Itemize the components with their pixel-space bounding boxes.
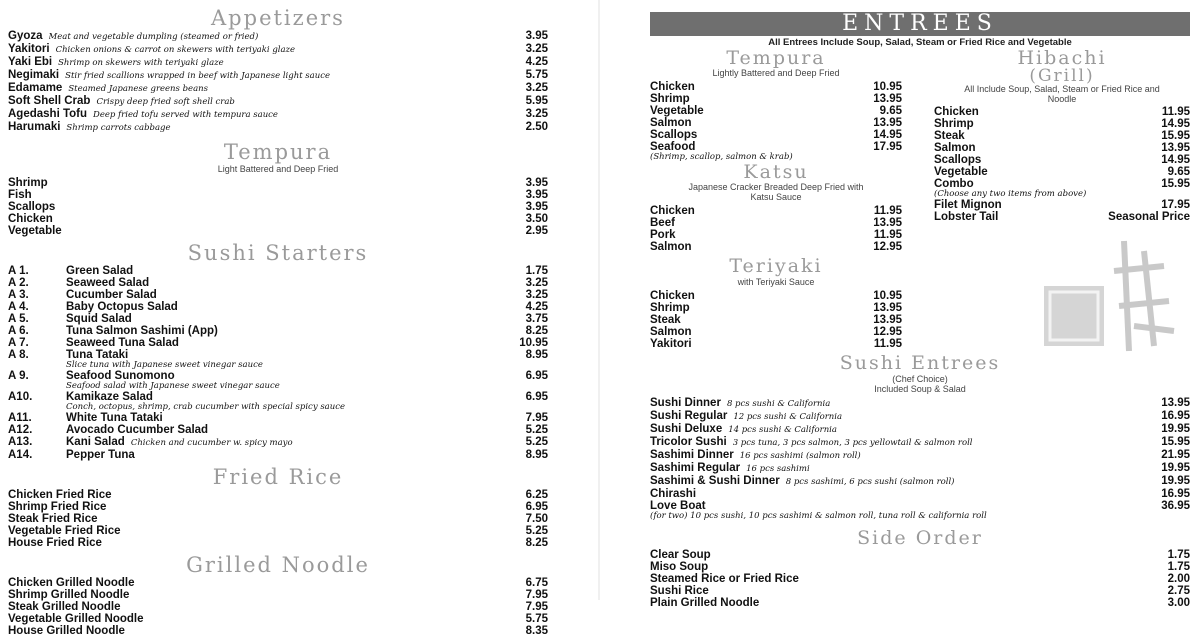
item-name: Chicken Fried Rice — [8, 489, 112, 501]
item-code: A 4. — [8, 301, 29, 313]
item-price: 3.25 — [525, 277, 548, 289]
menu-item — [8, 537, 548, 549]
tempura-entree-title: Tempura — [726, 47, 826, 69]
item-name: Steak — [934, 130, 965, 142]
item-name: Scallops — [650, 129, 698, 141]
sushi-entrees-title: Sushi Entrees — [839, 352, 1001, 374]
sushi-starters-title: Sushi Starters — [187, 241, 369, 265]
item-price: 8.35 — [525, 625, 548, 637]
item-note: Conch, octopus, shrimp, crab cucumber with special spicy sauce — [66, 402, 346, 412]
item-name: Shrimp Fried Rice — [8, 501, 107, 513]
menu-item — [650, 314, 902, 326]
item-price: 19.95 — [1161, 462, 1190, 474]
item-name: Plain Grilled Noodle — [650, 597, 760, 609]
item-price: 14.95 — [1161, 154, 1190, 166]
menu-item — [8, 213, 548, 225]
item-price: 3.95 — [525, 189, 548, 201]
item-name: Vegetable Fried Rice — [8, 525, 121, 537]
side-order-title: Side Order — [857, 527, 983, 549]
item-name: Seafood — [650, 141, 696, 153]
item-code: A 6. — [8, 325, 29, 337]
item-description: Steamed Japanese greens beans — [68, 84, 208, 94]
item-name: Yaki Ebi — [8, 56, 53, 68]
item-price: 3.95 — [525, 30, 548, 42]
item-price: 5.75 — [525, 613, 548, 625]
chef-choice-subtitle: (Chef Choice) — [892, 374, 948, 384]
menu-item — [8, 412, 548, 424]
menu-item — [650, 397, 1190, 410]
katsu-list — [650, 205, 902, 253]
item-name: Shrimp Grilled Noodle — [8, 589, 130, 601]
item-price: 5.25 — [525, 436, 548, 448]
item-price: 11.95 — [873, 205, 902, 217]
item-name: Green Salad — [66, 265, 134, 277]
item-price: 7.95 — [525, 412, 548, 424]
item-name: Vegetable — [650, 105, 704, 117]
menu-item: Filet Mignon 17.95 — [934, 199, 1190, 211]
tempura-title: Tempura — [223, 140, 333, 164]
menu-item — [8, 513, 548, 525]
item-name: Vegetable — [934, 166, 988, 178]
menu-item — [8, 501, 548, 513]
item-name: Seaweed Tuna Salad — [66, 337, 179, 349]
menu-item — [8, 625, 548, 637]
item-price: 8.95 — [525, 349, 548, 361]
combo-note: (Choose any two items from above) — [934, 189, 1087, 199]
item-description: Chicken and cucumber w. spicy mayo — [130, 438, 293, 448]
menu-item — [8, 337, 548, 349]
item-name: Negimaki — [8, 69, 60, 81]
teriyaki-title: Teriyaki — [729, 255, 823, 277]
menu-item — [8, 30, 548, 43]
item-name: Shrimp — [650, 93, 690, 105]
item-code: A12. — [8, 424, 33, 436]
menu-item — [8, 313, 548, 325]
menu-item — [8, 69, 548, 82]
menu-item — [8, 201, 548, 213]
item-price: 16.95 — [1161, 488, 1190, 500]
item-description: 14 pcs sushi & California — [728, 425, 837, 435]
item-price: 11.95 — [873, 229, 902, 241]
menu-item — [650, 475, 1190, 488]
item-description: Crispy deep fried soft shell crab — [96, 97, 235, 107]
item-name: Beef — [650, 217, 675, 229]
item-name: Salmon — [650, 117, 692, 129]
sushi-entrees-list — [650, 397, 1190, 512]
item-price: 3.25 — [525, 108, 548, 120]
menu-item — [8, 108, 548, 121]
menu-item — [650, 338, 902, 350]
item-name: Chicken — [934, 106, 979, 118]
item-price: 5.95 — [525, 95, 548, 107]
item-price: 11.95 — [873, 338, 902, 350]
menu-item — [8, 489, 548, 501]
menu-item — [8, 225, 548, 237]
item-price: 3.95 — [525, 201, 548, 213]
left-menu-page — [8, 0, 548, 637]
item-name: Sashimi Dinner — [650, 449, 734, 461]
item-name: Sashimi & Sushi Dinner — [650, 475, 780, 487]
right-menu-page — [650, 0, 1190, 609]
item-price: 8.25 — [525, 537, 548, 549]
calligraphy-stamp-icon — [1034, 231, 1184, 361]
item-price: 7.95 — [525, 601, 548, 613]
item-name: Yakitori — [650, 338, 692, 350]
item-price: 5.75 — [525, 69, 548, 81]
menu-item — [8, 43, 548, 56]
item-name: Chicken — [650, 290, 695, 302]
item-name: Steak — [650, 314, 681, 326]
entrees-columns — [650, 49, 1190, 350]
item-price: 14.95 — [1161, 118, 1190, 130]
item-price: 2.95 — [525, 225, 548, 237]
item-name: Agedashi Tofu — [8, 108, 88, 120]
menu-item — [8, 301, 548, 313]
sushi-starters-list — [8, 265, 548, 461]
item-description: 8 pcs sushi & California — [726, 399, 831, 409]
item-code: A10. — [8, 391, 33, 403]
item-name: Vegetable Grilled Noodle — [8, 613, 144, 625]
item-name: Sushi Dinner — [650, 397, 721, 409]
item-price: 15.95 — [1161, 436, 1190, 448]
item-description: 8 pcs sashimi, 6 pcs sushi (salmon roll) — [785, 477, 955, 487]
item-price: 7.95 — [525, 589, 548, 601]
item-price: 8.95 — [525, 449, 548, 461]
menu-item: Lobster Tail Seasonal Price — [934, 211, 1190, 223]
item-price: 15.95 — [1161, 178, 1190, 190]
entrees-right-column — [934, 49, 1190, 350]
item-name: Soft Shell Crab — [8, 95, 91, 107]
item-price: 6.95 — [525, 501, 548, 513]
item-name: Sushi Deluxe — [650, 423, 723, 435]
item-price: 13.95 — [873, 314, 902, 326]
item-price: 4.25 — [525, 301, 548, 313]
item-name: Love Boat — [650, 500, 706, 512]
menu-item — [8, 121, 548, 134]
item-name: Sashimi Regular — [650, 462, 741, 474]
hibachi-title: Hibachi — [1017, 47, 1107, 69]
item-price: 10.95 — [519, 337, 548, 349]
item-name: Edamame — [8, 82, 63, 94]
menu-item — [650, 549, 1190, 561]
item-price: 14.95 — [873, 129, 902, 141]
item-description: Shrimp on skewers with teriyaki glaze — [58, 58, 224, 68]
menu-item — [8, 436, 548, 449]
entrees-banner: ENTREES — [650, 12, 1190, 36]
menu-item — [650, 117, 902, 129]
item-price: 10.95 — [873, 81, 902, 93]
menu-item — [650, 205, 902, 217]
tempura-subtitle: Light Battered and Deep Fried — [217, 164, 339, 174]
item-name: Scallops — [8, 201, 56, 213]
item-price: 5.25 — [525, 525, 548, 537]
item-code: A 8. — [8, 349, 29, 361]
item-description: 16 pcs sashimi — [746, 464, 810, 474]
item-name: Tricolor Sushi — [650, 436, 727, 448]
menu-item — [8, 289, 548, 301]
item-price: 19.95 — [1161, 423, 1190, 435]
item-name: Baby Octopus Salad — [66, 301, 178, 313]
teriyaki-list — [650, 290, 902, 350]
item-price: 6.75 — [525, 577, 548, 589]
item-price: 3.00 — [1167, 597, 1190, 609]
item-name: Tuna Tataki — [66, 349, 129, 361]
item-description: 12 pcs sushi & California — [733, 412, 843, 422]
item-code: A14. — [8, 449, 33, 461]
menu-item — [934, 166, 1190, 178]
menu-item — [650, 573, 1190, 585]
menu-item — [8, 424, 548, 436]
menu-item — [650, 217, 902, 229]
entrees-left-column — [650, 49, 902, 350]
item-name: Shrimp — [8, 177, 48, 189]
item-name: Vegetable — [8, 225, 62, 237]
item-description: Meat and vegetable dumpling (steamed or fried) — [48, 32, 259, 42]
menu-item — [8, 325, 548, 337]
item-code: A 7. — [8, 337, 29, 349]
entrees-subtitle: All Entrees Include Soup, Salad, Steam or Fried Rice and Vegetable — [768, 37, 1072, 48]
item-price: 13.95 — [873, 217, 902, 229]
menu-item — [8, 449, 548, 461]
item-price: 12.95 — [873, 326, 902, 338]
item-code: A13. — [8, 436, 33, 448]
item-price: 3.95 — [525, 177, 548, 189]
item-price: 3.50 — [525, 213, 548, 225]
item-name: Sushi Regular — [650, 410, 728, 422]
item-price: 19.95 — [1161, 475, 1190, 487]
item-name: Pepper Tuna — [66, 449, 135, 461]
menu-item — [8, 613, 548, 625]
item-price: 1.75 — [1167, 561, 1190, 573]
grilled-noodle-title: Grilled Noodle — [186, 553, 370, 577]
katsu-subtitle: Japanese Cracker Breaded Deep Fried with Katsu Sauce — [688, 182, 864, 202]
sushi-entrees-subtitle: Included Soup & Salad — [874, 384, 966, 394]
item-price: 4.25 — [525, 56, 548, 68]
menu-item — [650, 561, 1190, 573]
item-price: 15.95 — [1161, 130, 1190, 142]
item-name: Scallops — [934, 154, 982, 166]
appetizers-title: Appetizers — [211, 6, 345, 30]
item-name: White Tuna Tataki — [66, 412, 163, 424]
menu-item — [650, 585, 1190, 597]
item-name: Salmon — [934, 142, 976, 154]
item-name: Kamikaze Salad — [66, 391, 153, 403]
menu-item — [650, 81, 902, 93]
seafood-note: (Shrimp, scallop, salmon & krab) — [650, 152, 793, 162]
item-price: 21.95 — [1161, 449, 1190, 461]
item-name: Shrimp — [650, 302, 690, 314]
menu-item — [8, 95, 548, 108]
side-order-list — [650, 549, 1190, 609]
menu-item — [650, 436, 1190, 449]
menu-item — [8, 601, 548, 613]
item-name: Avocado Cucumber Salad — [66, 424, 209, 436]
item-name: Clear Soup — [650, 549, 711, 561]
item-price: 6.95 — [525, 370, 548, 382]
menu-item — [650, 302, 902, 314]
menu-item — [8, 525, 548, 537]
tempura-entree-subtitle: Lightly Battered and Deep Fried — [712, 68, 840, 78]
item-price: 2.50 — [525, 121, 548, 133]
item-price: 13.95 — [873, 93, 902, 105]
menu-item — [650, 410, 1190, 423]
menu-item — [934, 106, 1190, 118]
item-price: 2.00 — [1167, 573, 1190, 585]
item-description: 3 pcs tuna, 3 pcs salmon, 3 pcs yellowtail & salmon roll — [732, 438, 973, 448]
item-note: Slice tuna with Japanese sweet vinegar sauce — [66, 360, 263, 370]
grilled-noodle-list — [8, 577, 548, 637]
menu-item — [8, 277, 548, 289]
item-name: Tuna Salmon Sashimi (App) — [66, 325, 218, 337]
item-description: Chicken onions & carrot on skewers with teriyaki glaze — [55, 45, 296, 55]
item-price: 13.95 — [873, 302, 902, 314]
appetizers-list — [8, 30, 548, 134]
item-name: Pork — [650, 229, 676, 241]
item-name: Gyoza — [8, 30, 43, 42]
item-code: A11. — [8, 412, 32, 424]
item-name: Cucumber Salad — [66, 289, 157, 301]
item-name: House Grilled Noodle — [8, 625, 125, 637]
item-name: Harumaki — [8, 121, 61, 133]
item-code: A 2. — [8, 277, 29, 289]
item-description: Deep fried tofu served with tempura sauce — [93, 110, 278, 120]
menu-item — [650, 129, 902, 141]
item-name: Sushi Rice — [650, 585, 709, 597]
item-name: Fish — [8, 189, 32, 201]
menu-item — [934, 118, 1190, 130]
hibachi-list — [934, 106, 1190, 190]
menu-item — [8, 177, 548, 189]
menu-item — [8, 189, 548, 201]
item-name: Salmon — [650, 326, 692, 338]
item-name: House Fried Rice — [8, 537, 102, 549]
item-name: Steak Fried Rice — [8, 513, 98, 525]
item-name: Kani Salad — [66, 436, 125, 448]
item-price: 5.25 — [525, 424, 548, 436]
menu-item — [650, 229, 902, 241]
item-price: 3.25 — [525, 43, 548, 55]
item-price: 13.95 — [1161, 142, 1190, 154]
item-price: 2.75 — [1167, 585, 1190, 597]
item-name: Seafood Sunomono — [66, 370, 175, 382]
item-name: Chicken Grilled Noodle — [8, 577, 135, 589]
tempura-list — [8, 177, 548, 237]
item-price: 1.75 — [525, 265, 548, 277]
item-code: A 3. — [8, 289, 29, 301]
item-name: Combo — [934, 178, 974, 190]
item-note: Seafood salad with Japanese sweet vinegar sauce — [66, 381, 280, 391]
page-fold — [598, 0, 600, 600]
menu-item — [650, 488, 1190, 500]
menu-item — [650, 105, 902, 117]
item-price: 8.25 — [525, 325, 548, 337]
menu-item — [934, 154, 1190, 166]
item-name: Yakitori — [8, 43, 50, 55]
menu-item — [650, 241, 902, 253]
item-price: 11.95 — [1161, 106, 1190, 118]
item-code: A 1. — [8, 265, 29, 277]
tempura-entree-list — [650, 81, 902, 153]
love-boat-note: (for two) 10 pcs sushi, 10 pcs sashimi & salmon roll, tuna roll & california roll — [650, 511, 987, 521]
item-price: 9.65 — [879, 105, 902, 117]
item-price: 3.25 — [525, 289, 548, 301]
item-name: Steamed Rice or Fried Rice — [650, 573, 799, 585]
item-price: 9.65 — [1167, 166, 1190, 178]
fried-rice-list — [8, 489, 548, 549]
item-description: 16 pcs sashimi (salmon roll) — [739, 451, 861, 461]
item-name: Steak Grilled Noodle — [8, 601, 121, 613]
hibachi-subtitle: All Include Soup, Salad, Steam or Fried Rice and Noodle — [964, 84, 1160, 104]
item-description: Stir fried scallions wrapped in beef with Japanese light sauce — [65, 71, 331, 81]
item-price: 13.95 — [1161, 397, 1190, 409]
menu-item — [650, 449, 1190, 462]
item-name: Shrimp — [934, 118, 974, 130]
item-price: 6.95 — [525, 391, 548, 403]
item-name: Squid Salad — [66, 313, 132, 325]
menu-item — [650, 462, 1190, 475]
item-price: 12.95 — [873, 241, 902, 253]
item-price: 16.95 — [1161, 410, 1190, 422]
item-code: A 9. — [8, 370, 29, 382]
item-name: Seaweed Salad — [66, 277, 150, 289]
item-price: 1.75 — [1167, 549, 1190, 561]
menu-item — [934, 130, 1190, 142]
item-name: Salmon — [650, 241, 692, 253]
item-code: A 5. — [8, 313, 29, 325]
menu-item — [8, 56, 548, 69]
menu-item — [650, 423, 1190, 436]
menu-item — [650, 290, 902, 302]
item-name: Miso Soup — [650, 561, 709, 573]
item-name: Chicken — [650, 205, 695, 217]
item-price: 3.25 — [525, 82, 548, 94]
item-price: 13.95 — [873, 117, 902, 129]
teriyaki-subtitle: with Teriyaki Sauce — [737, 277, 815, 287]
item-price: 7.50 — [525, 513, 548, 525]
menu-item — [8, 589, 548, 601]
item-price: 10.95 — [873, 290, 902, 302]
menu-item — [8, 82, 548, 95]
item-price: 3.75 — [525, 313, 548, 325]
menu-item — [934, 142, 1190, 154]
item-description: Shrimp carrots cabbage — [66, 123, 171, 133]
item-price: 36.95 — [1161, 500, 1190, 512]
menu-item — [8, 265, 548, 277]
item-name: Chirashi — [650, 488, 697, 500]
menu-item — [650, 326, 902, 338]
item-name: Chicken — [650, 81, 695, 93]
hibachi-title-grill: (Grill) — [1029, 66, 1095, 86]
item-name: Chicken — [8, 213, 53, 225]
menu-item — [8, 577, 548, 589]
fried-rice-title: Fried Rice — [212, 465, 344, 489]
katsu-title: Katsu — [743, 161, 809, 183]
menu-item — [650, 93, 902, 105]
menu-item — [650, 597, 1190, 609]
item-price: 6.25 — [525, 489, 548, 501]
item-price: 17.95 — [873, 141, 902, 153]
